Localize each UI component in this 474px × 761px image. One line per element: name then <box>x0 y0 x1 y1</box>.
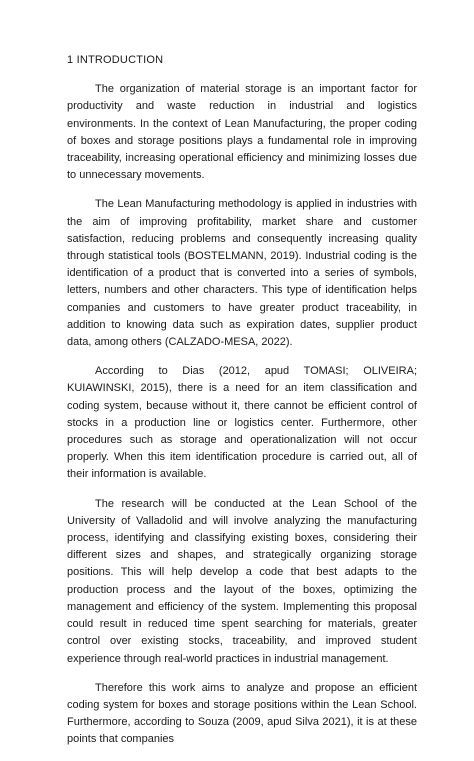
section-heading: 1 INTRODUCTION <box>67 54 164 66</box>
paragraph-3: According to Dias (2012, apud TOMASI; OLIVEIRA; KUIAWINSKI, 2015), there is a need for an item classification and coding system, because without it, there cannot be efficient control of stocks in a production line or logistics center. Furthermore, other procedures such as storage and operationalization will not occur properly. When this item identification procedure is carried out, all of their information is available. <box>67 365 417 481</box>
paragraph-5: Therefore this work aims to analyze and propose an efficient coding system for boxes and storage positions within the Lean School. Furthermore, according to Souza (2009, apud Silva 2021), it is at these points that companies <box>67 681 417 746</box>
document-page <box>67 52 417 761</box>
paragraph-4: The research will be conducted at the Lean School of the University of Valladolid and will involve analyzing the manufacturing process, identifying and classifying existing boxes, considering their different sizes and shapes, and strategically organizing storage positions. This will help develop a code that best adapts to the production process and the layout of the boxes, optimizing the management and efficiency of the system. Implementing this proposal could result in reduced time spent searching for materials, greater control over existing stocks, traceability, and improved student experience through real-world practices in industrial management. <box>67 497 417 665</box>
paragraph-1: The organization of material storage is an important factor for productivity and waste reduction in industrial and logistics environments. In the context of Lean Manufacturing, the proper coding of boxes and storage positions plays a fundamental role in improving traceability, increasing operational efficiency and minimizing losses due to unnecessary movements. <box>67 83 417 182</box>
paragraph-2: The Lean Manufacturing methodology is applied in industries with the aim of improving profitability, market share and customer satisfaction, reducing problems and consequently increasing quality through statistical tools (BOSTELMANN, 2019). Industrial coding is the identification of a product that is converted into a series of symbols, letters, numbers and other characters. This type of identification helps companies and customers to have greater product traceability, in addition to knowing data such as expiration dates, supplier product data, among others (CALZADO-MESA, 2022). <box>67 198 417 349</box>
